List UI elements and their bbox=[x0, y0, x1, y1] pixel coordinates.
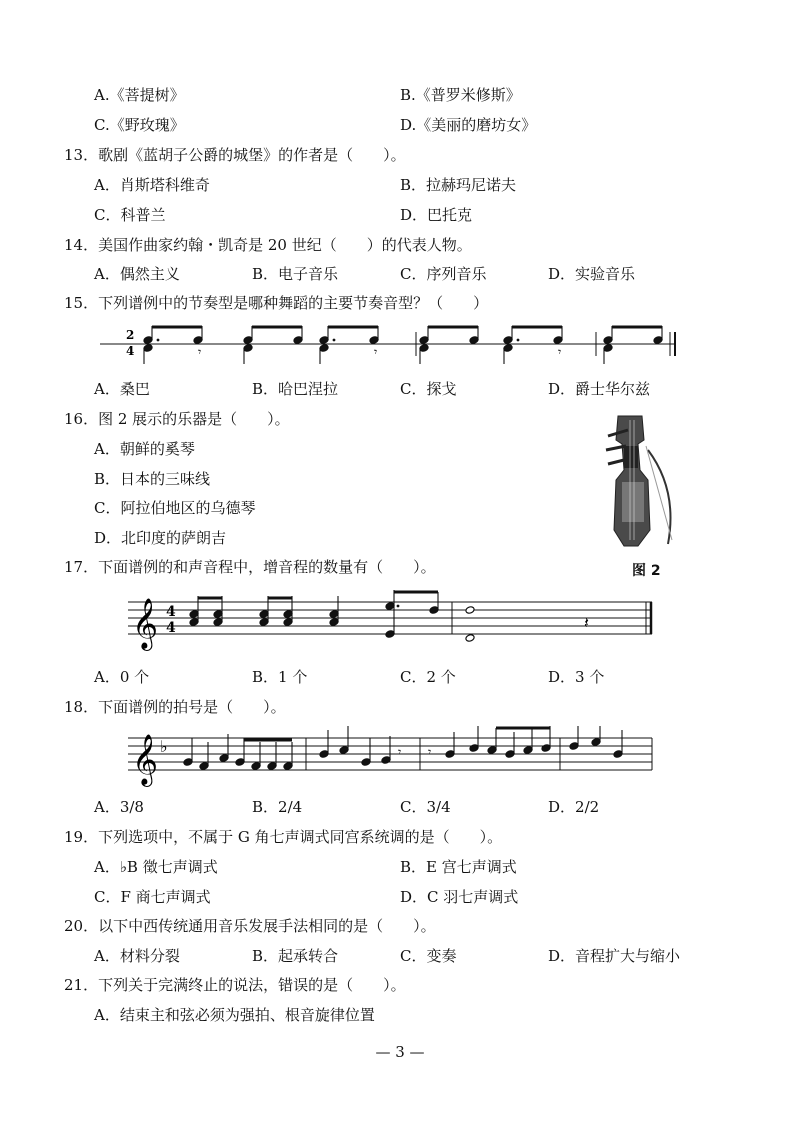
eighth-rest-icon: 𝄾 bbox=[558, 345, 562, 359]
q13-option-b: B．拉赫玛尼诺夫 bbox=[400, 176, 517, 194]
q18-stem: 18．下面谱例的拍号是（ ）。 bbox=[64, 698, 286, 716]
q17-option-b: B．1 个 bbox=[252, 668, 308, 686]
dot bbox=[157, 339, 160, 342]
eighth-rest-icon: 𝄾 bbox=[428, 745, 432, 759]
q13-option-c: C．科普兰 bbox=[94, 206, 166, 224]
q15-option-c: C．探戈 bbox=[400, 380, 457, 398]
q15-stem: 15．下列谱例中的节奏型是哪种舞蹈的主要节奏音型？（ ） bbox=[64, 294, 489, 312]
note-head bbox=[465, 606, 475, 615]
q20-option-d: D．音程扩大与缩小 bbox=[548, 947, 681, 965]
dot bbox=[517, 339, 520, 342]
q18-option-d: D．2/2 bbox=[548, 798, 600, 816]
q21-stem: 21．下列关于完满终止的说法，错误的是（ ）。 bbox=[64, 976, 406, 994]
quarter-rest-icon: 𝄽 bbox=[584, 613, 589, 632]
q17-stem: 17．下面谱例的和声音程中，增音程的数量有（ ）。 bbox=[64, 558, 436, 576]
note-head bbox=[465, 634, 475, 643]
q13-stem: 13．歌剧《蓝胡子公爵的城堡》的作者是（ ）。 bbox=[64, 146, 406, 164]
eighth-rest-icon: 𝄾 bbox=[198, 345, 202, 359]
q16-option-a: A．朝鲜的奚琴 bbox=[94, 440, 195, 458]
q12-option-c: C.《野玫瑰》 bbox=[94, 116, 185, 134]
q18-option-c: C．3/4 bbox=[400, 798, 451, 816]
sarangi-figure bbox=[598, 410, 682, 550]
q15-time-sig-bottom: 4 bbox=[126, 344, 135, 358]
q18-staff bbox=[128, 726, 658, 794]
q12-option-b: B.《普罗米修斯》 bbox=[400, 86, 521, 104]
q16-option-c: C．阿拉伯地区的乌德琴 bbox=[94, 499, 256, 517]
q14-option-b: B．电子音乐 bbox=[252, 265, 339, 283]
treble-clef-icon: 𝄞 bbox=[132, 598, 159, 649]
q17-option-d: D．3 个 bbox=[548, 668, 605, 686]
q16-option-b: B．日本的三味线 bbox=[94, 470, 211, 488]
q14-option-a: A．偶然主义 bbox=[94, 265, 180, 283]
q20-option-b: B．起承转合 bbox=[252, 947, 339, 965]
q21-option-a: A．结束主和弦必须为强拍、根音旋律位置 bbox=[94, 1006, 375, 1024]
eighth-rest-icon: 𝄾 bbox=[374, 345, 378, 359]
q15-option-a: A．桑巴 bbox=[94, 380, 150, 398]
q17-staff bbox=[128, 588, 658, 660]
q18-option-b: B．2/4 bbox=[252, 798, 303, 816]
q17-option-a: A．0 个 bbox=[94, 668, 150, 686]
q14-stem: 14．美国作曲家约翰・凯奇是 20 世纪（ ）的代表人物。 bbox=[64, 236, 472, 254]
dot bbox=[333, 339, 336, 342]
q17-time-sig-top: 4 bbox=[166, 604, 176, 620]
q18-notes bbox=[183, 726, 623, 770]
q16-stem: 16．图 2 展示的乐器是（ ）。 bbox=[64, 410, 290, 428]
q15-time-sig-top: 2 bbox=[126, 328, 135, 342]
flat-key-signature-icon: ♭ bbox=[160, 737, 168, 756]
q20-option-a: A．材料分裂 bbox=[94, 947, 180, 965]
q13-option-a: A．肖斯塔科维奇 bbox=[94, 176, 210, 194]
treble-clef-icon: 𝄞 bbox=[132, 734, 159, 785]
q20-stem: 20．以下中西传统通用音乐发展手法相同的是（ ）。 bbox=[64, 917, 436, 935]
page-number: — 3 — bbox=[375, 1043, 425, 1061]
eighth-rest-icon: 𝄾 bbox=[398, 745, 402, 759]
q15-option-d: D．爵士华尔兹 bbox=[548, 380, 651, 398]
q20-option-c: C．变奏 bbox=[400, 947, 457, 965]
q19-option-c: C．F 商七声调式 bbox=[94, 888, 211, 906]
q19-option-d: D．C 羽七声调式 bbox=[400, 888, 519, 906]
q19-stem: 19．下列选项中，不属于 G 角七声调式同宫系统调的是（ ）。 bbox=[64, 828, 503, 846]
figure-caption: 图 2 bbox=[632, 563, 661, 579]
dot bbox=[397, 605, 400, 608]
q19-option-a: A．♭B 徵七声调式 bbox=[94, 858, 218, 876]
q15-rhythm-staff bbox=[100, 320, 680, 370]
q19-option-b: B．E 宫七声调式 bbox=[400, 858, 517, 876]
q14-option-d: D．实验音乐 bbox=[548, 265, 636, 283]
q15-option-b: B．哈巴涅拉 bbox=[252, 380, 339, 398]
q12-option-d: D.《美丽的磨坊女》 bbox=[400, 116, 537, 134]
q14-option-c: C．序列音乐 bbox=[400, 265, 487, 283]
q17-option-c: C．2 个 bbox=[400, 668, 456, 686]
q13-option-d: D．巴托克 bbox=[400, 206, 473, 224]
q12-option-a: A.《菩提树》 bbox=[94, 86, 185, 104]
q18-option-a: A．3/8 bbox=[94, 798, 144, 816]
q17-time-sig-bottom: 4 bbox=[166, 620, 176, 636]
q16-option-d: D．北印度的萨朗吉 bbox=[94, 529, 227, 547]
q15-notes bbox=[143, 326, 663, 364]
